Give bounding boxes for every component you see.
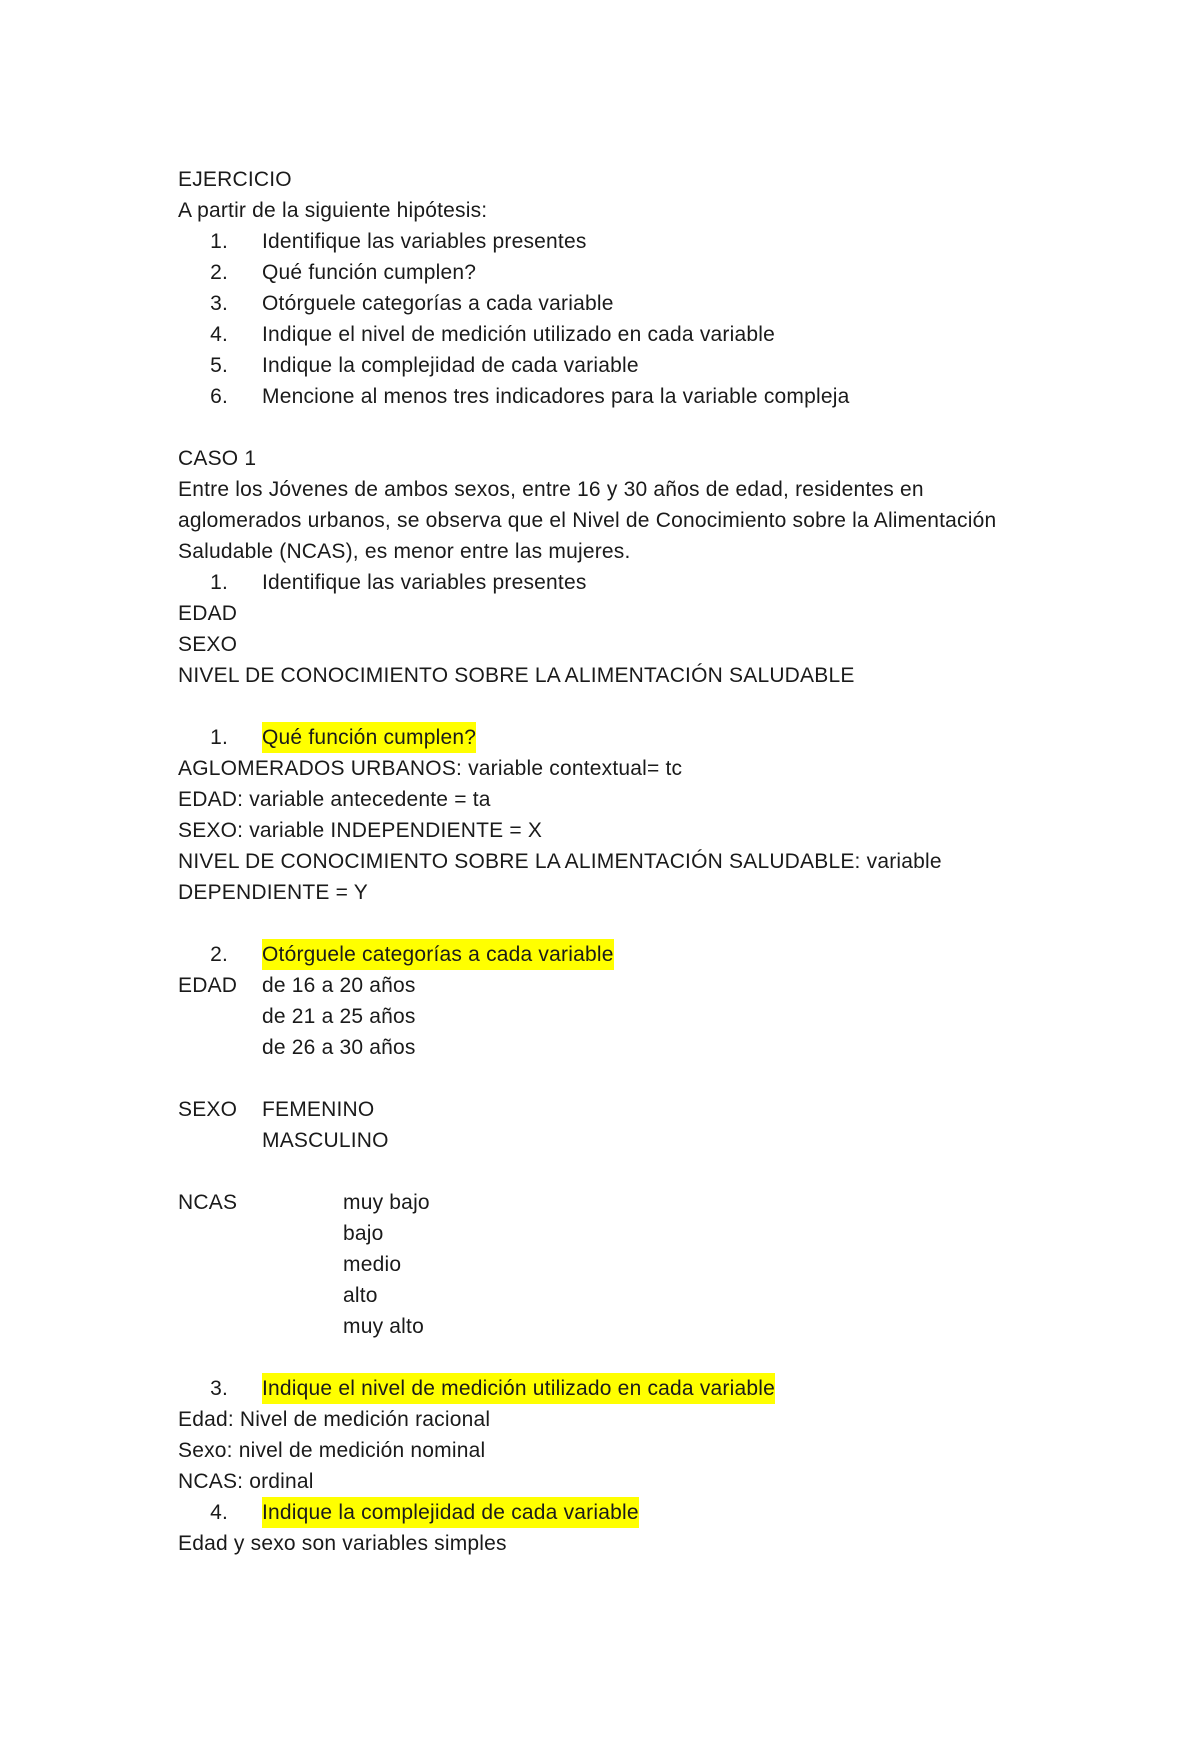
item-text: Mencione al menos tres indicadores para la variable compleja	[262, 385, 850, 408]
case-paragraph-line: Saludable (NCAS), es menor entre las mujeres.	[178, 540, 631, 563]
category-row	[178, 1249, 1078, 1280]
document-content	[178, 164, 1078, 1559]
category-value: FEMENINO	[262, 1098, 375, 1121]
variable-label: SEXO	[178, 1098, 238, 1121]
variable-label-empty	[178, 1249, 343, 1280]
item-number: 3.	[210, 1377, 228, 1400]
question-function	[178, 722, 1078, 753]
item-text: Qué función cumplen?	[262, 261, 477, 284]
item-text: Indique la complejidad de cada variable	[262, 354, 639, 377]
answer-line: EDAD: variable antecedente = ta	[178, 788, 491, 811]
item-number: 4.	[210, 323, 228, 346]
category-value: medio	[343, 1253, 402, 1276]
spacer	[178, 1342, 1078, 1373]
case-title: CASO 1	[178, 447, 257, 470]
variable-label-empty	[178, 1218, 343, 1249]
category-value: alto	[343, 1284, 378, 1307]
category-row	[178, 1280, 1078, 1311]
category-value: de 26 a 30 años	[262, 1036, 416, 1059]
variable-label-empty	[178, 1001, 262, 1032]
question-measurement-level	[178, 1373, 1078, 1404]
exercise-item-5	[178, 350, 1078, 381]
answer-line: NCAS: ordinal	[178, 1470, 314, 1493]
spacer	[178, 908, 1078, 939]
category-row	[178, 1032, 1078, 1063]
category-row	[178, 1311, 1078, 1342]
exercise-item-6	[178, 381, 1078, 412]
category-row	[178, 1001, 1078, 1032]
category-value: muy bajo	[343, 1191, 430, 1214]
spacer	[178, 1063, 1078, 1094]
spacer	[178, 412, 1078, 443]
item-text: Identifique las variables presentes	[262, 230, 587, 253]
exercise-item-2	[178, 257, 1078, 288]
highlighted-question: Indique la complejidad de cada variable	[262, 1497, 639, 1528]
item-number: 4.	[210, 1501, 228, 1524]
item-number: 1.	[210, 726, 228, 749]
answer-line: SEXO: variable INDEPENDIENTE = X	[178, 819, 543, 842]
item-number: 6.	[210, 385, 228, 408]
category-value: bajo	[343, 1222, 384, 1245]
variable-label-empty	[178, 1125, 262, 1156]
answer-line: NIVEL DE CONOCIMIENTO SOBRE LA ALIMENTACIÓN SALUDABLE	[178, 664, 855, 687]
variable-label-empty	[178, 1311, 343, 1342]
item-text: Otórguele categorías a cada variable	[262, 292, 614, 315]
question-identify-variables	[178, 567, 1078, 598]
variable-label: NCAS	[178, 1191, 238, 1214]
item-text: Identifique las variables presentes	[262, 571, 587, 594]
exercise-item-4	[178, 319, 1078, 350]
highlighted-question: Qué función cumplen?	[262, 722, 476, 753]
category-value: de 21 a 25 años	[262, 1005, 416, 1028]
item-number: 2.	[210, 261, 228, 284]
item-number: 2.	[210, 943, 228, 966]
exercise-intro: A partir de la siguiente hipótesis:	[178, 199, 488, 222]
category-row	[178, 1218, 1078, 1249]
question-categories	[178, 939, 1078, 970]
answer-line: NIVEL DE CONOCIMIENTO SOBRE LA ALIMENTACIÓN SALUDABLE: variable	[178, 850, 942, 873]
category-row	[178, 1187, 1078, 1218]
spacer	[178, 1156, 1078, 1187]
category-row	[178, 1094, 1078, 1125]
answer-line: Edad y sexo son variables simples	[178, 1532, 507, 1555]
exercise-item-3	[178, 288, 1078, 319]
category-row	[178, 970, 1078, 1001]
answer-line: Sexo: nivel de medición nominal	[178, 1439, 486, 1462]
item-number: 1.	[210, 230, 228, 253]
item-number: 3.	[210, 292, 228, 315]
question-complexity	[178, 1497, 1078, 1528]
exercise-item-1	[178, 226, 1078, 257]
answer-line: EDAD	[178, 602, 238, 625]
category-value: MASCULINO	[262, 1129, 389, 1152]
highlighted-question: Indique el nivel de medición utilizado en cada variable	[262, 1373, 775, 1404]
item-text: Indique el nivel de medición utilizado en cada variable	[262, 323, 775, 346]
category-value: de 16 a 20 años	[262, 974, 416, 997]
variable-label-empty	[178, 1280, 343, 1311]
category-value: muy alto	[343, 1315, 424, 1338]
category-row	[178, 1125, 1078, 1156]
highlighted-question: Otórguele categorías a cada variable	[262, 939, 614, 970]
answer-line: Edad: Nivel de medición racional	[178, 1408, 491, 1431]
exercise-title: EJERCICIO	[178, 168, 292, 191]
variable-label-empty	[178, 1032, 262, 1063]
case-paragraph-line: aglomerados urbanos, se observa que el Nivel de Conocimiento sobre la Alimentación	[178, 509, 997, 532]
item-number: 1.	[210, 571, 228, 594]
case-paragraph-line: Entre los Jóvenes de ambos sexos, entre 16 y 30 años de edad, residentes en	[178, 478, 924, 501]
spacer	[178, 691, 1078, 722]
answer-line: DEPENDIENTE = Y	[178, 881, 368, 904]
item-number: 5.	[210, 354, 228, 377]
answer-line: AGLOMERADOS URBANOS: variable contextual= tc	[178, 757, 683, 780]
variable-label: EDAD	[178, 974, 238, 997]
answer-line: SEXO	[178, 633, 238, 656]
